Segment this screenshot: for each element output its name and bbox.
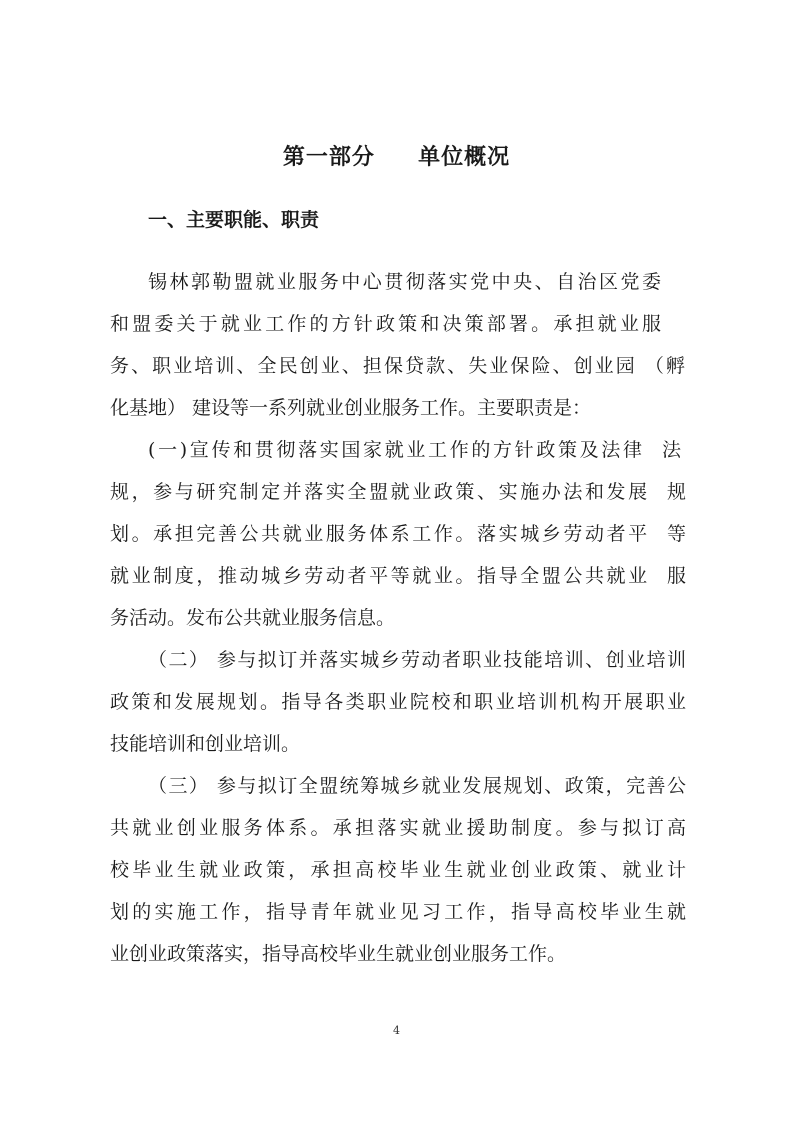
paragraph-4-line-5: 业创业政策落实，指导高校毕业生就业创业服务工作。 xyxy=(110,943,567,965)
paragraph-1-line-3: 务、职业培训、全民创业、担保贷款、失业保险、创业园 （孵 xyxy=(110,355,685,377)
paragraph-3-line-2: 政策和发展规划。指导各类职业院校和职业培训机构开展职业 xyxy=(110,691,686,713)
paragraph-1-line-4: 化基地） 建设等一系列就业创业服务工作。主要职责是： xyxy=(110,397,592,419)
paragraph-1-line-1: 锡林郭勒盟就业服务中心贯彻落实党中央、自治区党委 xyxy=(148,271,661,293)
paragraph-4-line-4: 划的实施工作，指导青年就业见习工作，指导高校毕业生就 xyxy=(110,901,686,923)
page-number: 4 xyxy=(393,1024,400,1037)
paragraph-2-line-4: 就业制度，推动城乡劳动者平等就业。指导全盟公共就业 服 xyxy=(110,565,686,587)
paragraph-1-line-2: 和盟委关于就业工作的方针政策和决策部署。承担就业服 xyxy=(110,313,661,335)
paragraph-3-line-3: 技能培训和创业培训。 xyxy=(110,733,301,755)
paragraph-2-line-3: 划。承担完善公共就业服务体系工作。落实城乡劳动者平 等 xyxy=(110,523,686,545)
paragraph-4-line-2: 共就业创业服务体系。承担落实就业援助制度。参与拟订高 xyxy=(110,817,686,839)
paragraph-4-line-3: 校毕业生就业政策，承担高校毕业生就业创业政策、就业计 xyxy=(110,859,686,881)
paragraph-2-line-2: 规，参与研究制定并落实全盟就业政策、实施办法和发展 规 xyxy=(110,481,686,503)
paragraph-4-line-1: （三） 参与拟订全盟统筹城乡就业发展规划、政策，完善公 xyxy=(148,775,686,797)
paragraph-3-line-1: （二） 参与拟订并落实城乡劳动者职业技能培训、创业培训 xyxy=(148,649,686,671)
paragraph-2-line-1: (一)宣传和贯彻落实国家就业工作的方针政策及法律 法 xyxy=(148,439,681,461)
page-title: 第一部分 单位概况 xyxy=(282,145,511,170)
paragraph-2-line-5: 务活动。发布公共就业服务信息。 xyxy=(110,607,396,629)
section-heading: 一、主要职能、职责 xyxy=(148,209,320,231)
